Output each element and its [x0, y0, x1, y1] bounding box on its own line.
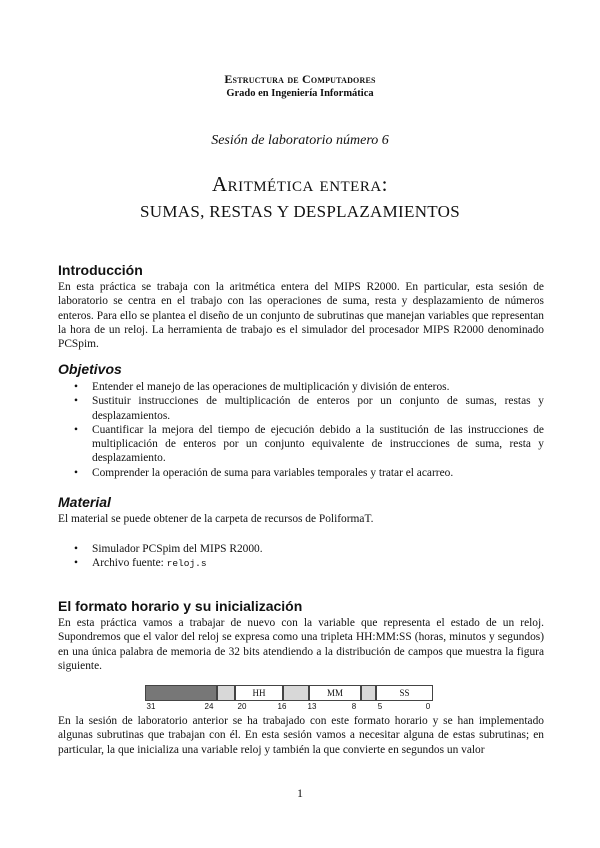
title-line-1: Aritmética entera: [211, 172, 389, 196]
bit-label: 0 [425, 702, 431, 711]
intro-heading: Introducción [58, 262, 143, 278]
format-heading: El formato horario y su inicialización [58, 598, 303, 614]
session-subtitle: Sesión de laboratorio número 6 [211, 133, 389, 148]
padding-field [361, 685, 376, 701]
hh-field: HH [235, 685, 283, 701]
ss-field: SS [376, 685, 433, 701]
format-paragraph-2: En la sesión de laboratorio anterior se ha trabajado con este formato horario y se han implementado algunas subrutinas que trabajan con él. En esta sesión vamos a necesitar alguna de estas subrutinas; en particular, la que inicializa una variable reloj y también la que convierte en segundos un valor [58, 715, 544, 756]
material-list [58, 542, 544, 572]
title-line-2: SUMAS, RESTAS Y DESPLAZAMIENTOS [140, 202, 460, 221]
bit-label: 16 [277, 702, 287, 711]
bit-label: 24 [204, 702, 214, 711]
bit-label: 20 [237, 702, 247, 711]
list-item: • Comprender la operación de suma para variables temporales y tratar el acarreo. [58, 466, 544, 480]
material-heading: Material [58, 494, 111, 510]
page-number: 1 [297, 786, 303, 800]
objectives-heading: Objetivos [58, 361, 122, 377]
mm-field: MM [309, 685, 361, 701]
degree-name: Grado en Ingeniería Informática [226, 88, 374, 99]
list-item: • Entender el manejo de las operaciones de multiplicación y división de enteros. [58, 380, 544, 394]
list-item: • Cuantificar la mejora del tiempo de ejecución debido a la sustitución de las instrucciones de multiplicación de enteros por un conjunto equivalente de instrucciones de suma, resta y desplazamiento. [58, 423, 544, 466]
course-name: Estructura de Computadores [224, 72, 376, 86]
material-paragraph: El material se puede obtener de la carpeta de recursos de PoliformaT. [58, 513, 374, 525]
list-item: • Sustituir instrucciones de multiplicación de enteros por un conjunto de sumas, restas y desplazamientos. [58, 394, 544, 423]
padding-field [217, 685, 235, 701]
list-item-prefix: Archivo fuente: [92, 557, 167, 570]
bit-label: 5 [377, 702, 383, 711]
list-item [58, 556, 544, 571]
objectives-list [58, 380, 544, 480]
unused-bits-field [145, 685, 217, 701]
bit-label: 13 [307, 702, 317, 711]
format-paragraph-1: En esta práctica vamos a trabajar de nuevo con la variable que representa el estado de un reloj. Supondremos que el valor del reloj se expresa como una tripleta HH:MM:SS (horas, minutos y segundos) en una única palabra de memoria de 32 bits atendiendo a la distribución de campos que muestra la figura siguiente. [58, 617, 544, 672]
bit-label: 31 [146, 702, 156, 711]
clock-bit-field-figure [145, 685, 433, 713]
intro-paragraph: En esta práctica se trabaja con la aritmética entera del MIPS R2000. En particular, esta sesión de laboratorio se centra en el trabajo con las operaciones de suma, resta y desplazamiento de números enteros. Para ello se plantea el diseño de un conjunto de subrutinas que manejan variables que representan la hora de un reloj. La herramienta de trabajo es el simulador del procesador MIPS R2000 denominado PCSpim. [58, 281, 544, 351]
list-item: • Simulador PCSpim del MIPS R2000. [58, 542, 544, 556]
bit-label: 8 [351, 702, 357, 711]
padding-field [283, 685, 309, 701]
source-file-name: reloj.s [166, 558, 207, 570]
